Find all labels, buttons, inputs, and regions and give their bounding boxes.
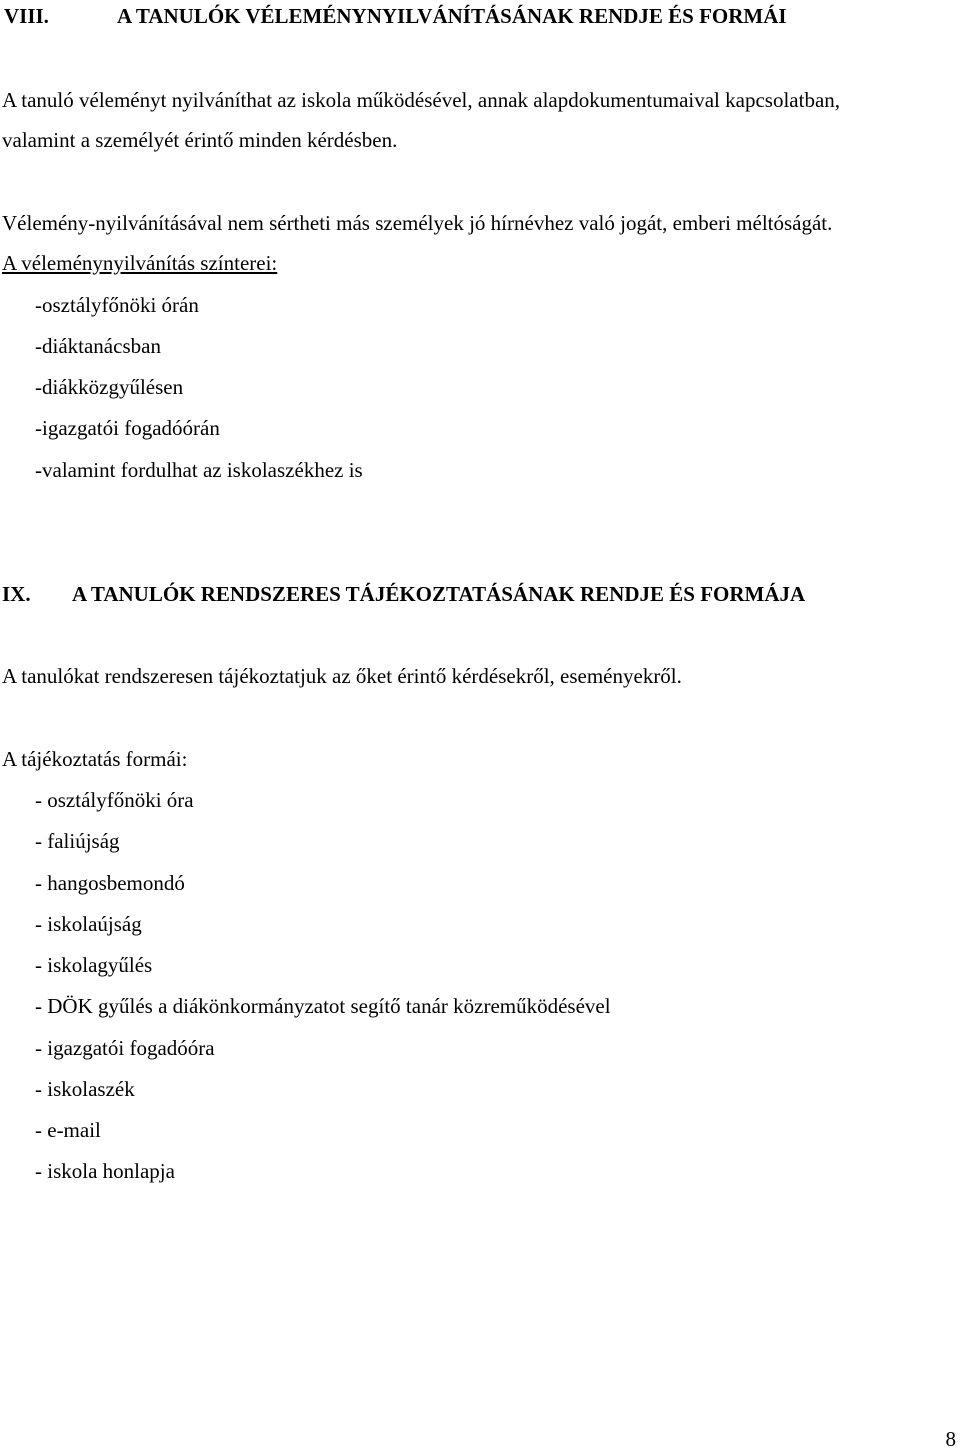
venue-item: -osztályfőnöki órán xyxy=(35,293,199,317)
venue-item: -diáktanácsban xyxy=(35,334,161,358)
form-item: - hangosbemondó xyxy=(35,871,185,895)
section-8-paragraph-1-line-1: A tanuló véleményt nyilváníthat az iskola működésével, annak alapdokumentumaival kapcsolatban, xyxy=(2,88,841,112)
form-item: - e-mail xyxy=(35,1118,101,1142)
form-item: - iskolagyűlés xyxy=(35,953,153,977)
form-item: - iskolaszék xyxy=(35,1077,135,1101)
form-item: - osztályfőnöki óra xyxy=(35,788,194,812)
section-9-title: A TANULÓK RENDSZERES TÁJÉKOZTATÁSÁNAK RENDJE ÉS FORMÁJA xyxy=(72,582,806,606)
section-9-number: IX. xyxy=(2,582,31,606)
forms-title: A tájékoztatás formái: xyxy=(2,747,188,771)
section-8-title: A TANULÓK VÉLEMÉNYNYILVÁNÍTÁSÁNAK RENDJE ÉS FORMÁI xyxy=(117,4,787,28)
form-item: - faliújság xyxy=(35,829,120,853)
section-8-number: VIII. xyxy=(4,4,49,28)
section-8-paragraph-1-line-2: valamint a személyét érintő minden kérdésben. xyxy=(2,128,398,152)
form-item: - DÖK gyűlés a diákönkormányzatot segítő tanár közreműködésével xyxy=(35,994,611,1018)
form-item: - iskola honlapja xyxy=(35,1159,175,1183)
venue-item: -igazgatói fogadóórán xyxy=(35,416,220,440)
venues-title: A véleménynyilvánítás színterei: xyxy=(2,251,278,275)
venue-item: -valamint fordulhat az iskolaszékhez is xyxy=(35,458,363,482)
venue-item: -diákközgyűlésen xyxy=(35,375,184,399)
form-item: - iskolaújság xyxy=(35,912,142,936)
section-8-paragraph-2: Vélemény-nyilvánításával nem sértheti más személyek jó hírnévhez való jogát, emberi méltóságát. xyxy=(2,211,833,235)
section-9-paragraph-1: A tanulókat rendszeresen tájékoztatjuk az őket érintő kérdésekről, eseményekről. xyxy=(2,664,682,688)
page-number: 8 xyxy=(945,1427,956,1451)
form-item: - igazgatói fogadóóra xyxy=(35,1036,215,1060)
